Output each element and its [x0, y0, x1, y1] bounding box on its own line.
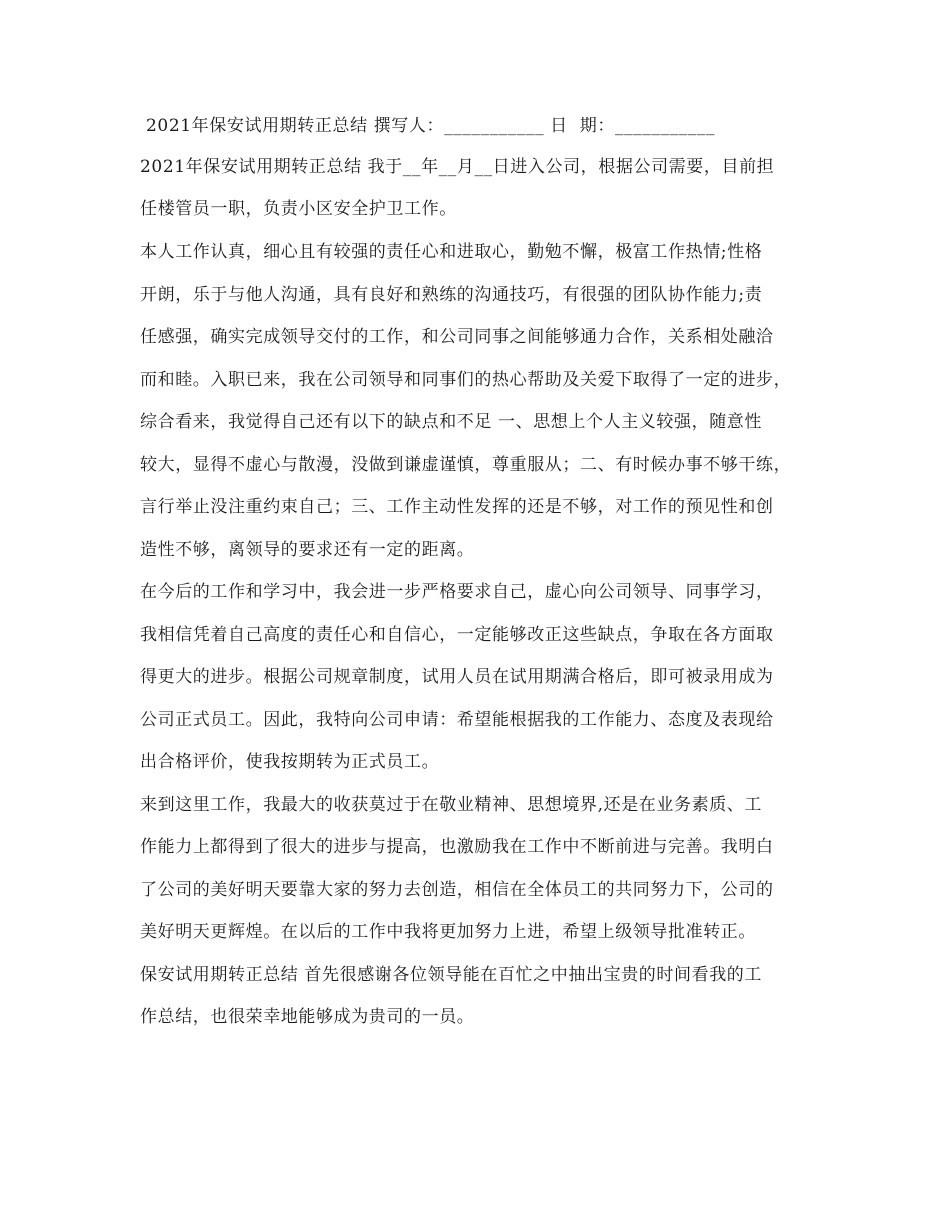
text-line: 言行举止没注重约束自己；三、工作主动性发挥的还是不够，对工作的预见性和创	[140, 497, 774, 517]
text-line: 作总结，也很荣幸地能够成为贵司的一员。	[140, 1007, 475, 1027]
text-line: 美好明天更辉煌。在以后的工作中我将更加努力上进，希望上级领导批准转正。	[140, 922, 756, 942]
text-line: 开朗，乐于与他人沟通，具有良好和熟练的沟通技巧，有很强的团队协作能力;责	[140, 285, 763, 305]
text-line: 2021年保安试用期转正总结 我于__年__月__日进入公司，根据公司需要，目前担	[140, 157, 775, 177]
text-line: 造性不够，离领导的要求还有一定的距离。	[140, 540, 475, 560]
text-line: 公司正式员工。因此，我特向公司申请：希望能根据我的工作能力、态度及表现给	[140, 710, 774, 730]
header-line: 2021年保安试用期转正总结 撰写人：___________ 日 期：___________	[140, 116, 716, 136]
text-line: 我相信凭着自己高度的责任心和自信心，一定能够改正这些缺点，争取在各方面取	[140, 625, 774, 645]
text-line: 较大，显得不虚心与散漫，没做到谦虚谨慎，尊重服从；二、有时候办事不够干练，	[140, 455, 792, 475]
text-line: 作能力上都得到了很大的进步与提高，也激励我在工作中不断前进与完善。我明白	[140, 837, 774, 857]
text-line: 出合格评价，使我按期转为正式员工。	[140, 752, 440, 772]
text-line: 在今后的工作和学习中，我会进一步严格要求自己，虚心向公司领导、同事学习，	[140, 582, 774, 602]
text-line: 了公司的美好明天要靠大家的努力去创造，相信在全体员工的共同努力下，公司的	[140, 880, 774, 900]
text-line: 本人工作认真，细心且有较强的责任心和进取心，勤勉不懈，极富工作热情;性格	[140, 242, 763, 262]
text-line: 得更大的进步。根据公司规章制度，试用人员在试用期满合格后，即可被录用成为	[140, 667, 774, 687]
text-line: 任感强，确实完成领导交付的工作，和公司同事之间能够通力合作，关系相处融洽	[140, 327, 774, 347]
text-line: 综合看来，我觉得自己还有以下的缺点和不足 一、思想上个人主义较强，随意性	[140, 412, 763, 432]
text-line: 保安试用期转正总结 首先很感谢各位领导能在百忙之中抽出宝贵的时间看我的工	[140, 965, 763, 985]
text-line: 而和睦。入职已来，我在公司领导和同事们的热心帮助及关爱下取得了一定的进步，	[140, 370, 792, 390]
text-line: 任楼管员一职，负责小区安全护卫工作。	[140, 199, 457, 219]
text-line: 来到这里工作，我最大的收获莫过于在敬业精神、思想境界,还是在业务素质、工	[140, 795, 763, 815]
